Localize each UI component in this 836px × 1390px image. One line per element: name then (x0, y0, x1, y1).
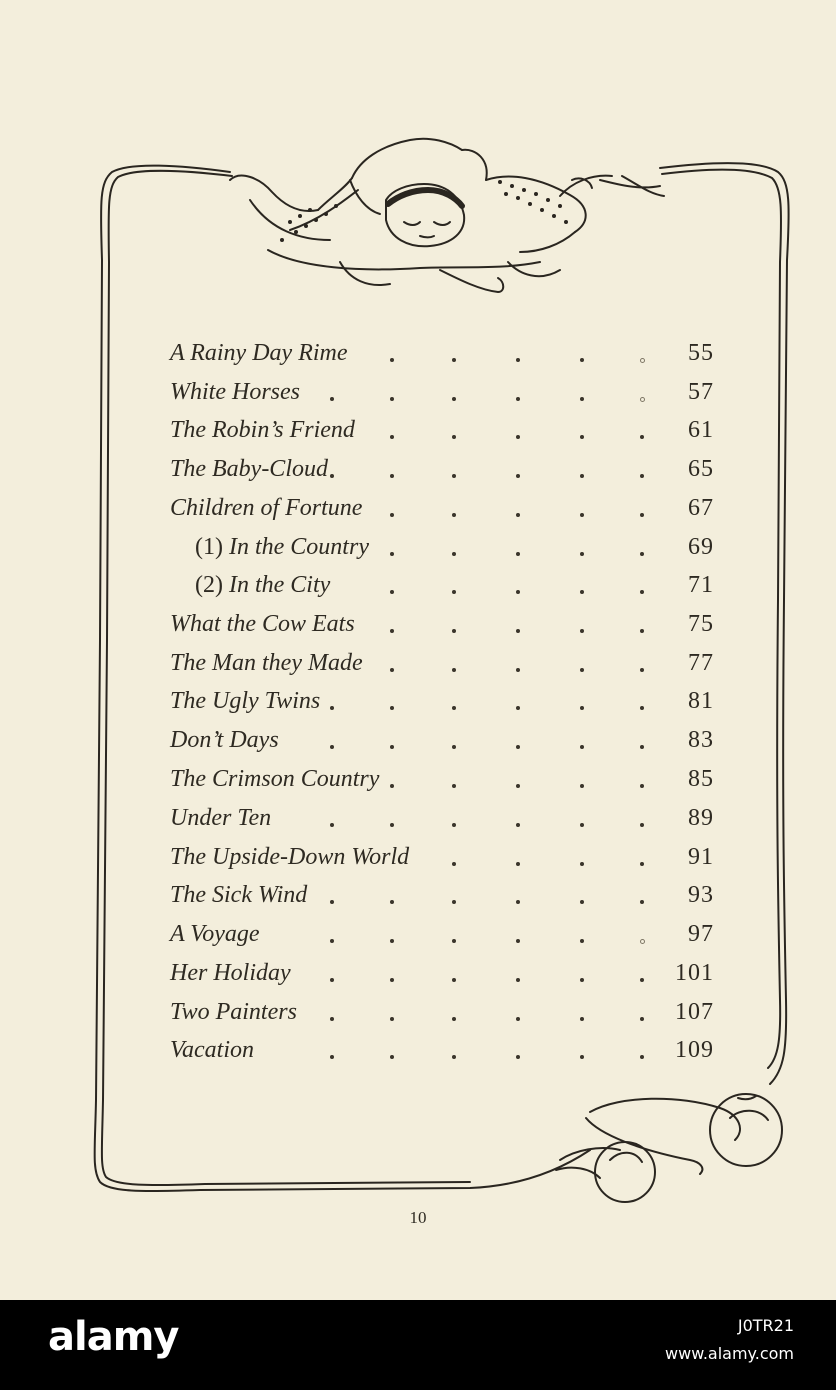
toc-entry-page: 107 (675, 999, 714, 1025)
leader-dot (452, 358, 456, 362)
leader-dot (640, 358, 645, 363)
leader-dot (452, 397, 456, 401)
leader-dot (452, 629, 456, 633)
toc-entry-title: The Robin’s Friend (170, 417, 355, 443)
toc-entry (0, 377, 836, 413)
leader-dot (640, 1017, 644, 1021)
toc-entry-title: A Rainy Day Rime (170, 340, 348, 366)
leader-dot (330, 939, 334, 943)
leader-dot (330, 397, 334, 401)
leader-dot (640, 706, 644, 710)
leader-dot (640, 823, 644, 827)
leader-dot (452, 939, 456, 943)
leader-dot (640, 978, 644, 982)
leader-dot (640, 629, 644, 633)
toc-entry (0, 454, 836, 490)
leader-dot (580, 784, 584, 788)
toc-entry-title: Children of Fortune (170, 495, 363, 521)
leader-dot (516, 978, 520, 982)
toc-entry-title: Two Painters (170, 999, 297, 1025)
leader-dot (330, 706, 334, 710)
leader-dot (516, 435, 520, 439)
leader-dot (580, 900, 584, 904)
leader-dot (640, 668, 644, 672)
leader-dot (390, 784, 394, 788)
leader-dot (580, 745, 584, 749)
leader-dot (516, 358, 520, 362)
leader-dot (580, 358, 584, 362)
toc-entry-title: The Man they Made (170, 650, 363, 676)
toc-entry (0, 764, 836, 800)
toc-entry (0, 725, 836, 761)
leader-dot (640, 590, 644, 594)
toc-entry-title: The Ugly Twins (170, 688, 321, 714)
toc-entry-page: 109 (675, 1037, 714, 1063)
toc-entry-title: Don’t Days (170, 727, 279, 753)
leader-dot (452, 435, 456, 439)
leader-dot (390, 1055, 394, 1059)
toc-entry-page: 89 (688, 805, 714, 831)
leader-dot (452, 668, 456, 672)
leader-dot (452, 1017, 456, 1021)
toc-entry-page: 85 (688, 766, 714, 792)
toc-entry-title: The Baby-Cloud (170, 456, 328, 482)
leader-dot (330, 823, 334, 827)
toc-entry (0, 415, 836, 451)
leader-dot (516, 784, 520, 788)
leader-dot (580, 978, 584, 982)
leader-dot (516, 900, 520, 904)
leader-dot (390, 706, 394, 710)
leader-dot (640, 900, 644, 904)
toc-entry-title: Her Holiday (170, 960, 291, 986)
leader-dot (580, 629, 584, 633)
leader-dot (330, 1055, 334, 1059)
leader-dot (390, 939, 394, 943)
toc-entry-title: White Horses (170, 379, 300, 405)
toc-entry-number: (2) (195, 572, 223, 598)
toc-entry (0, 648, 836, 684)
leader-dot (580, 668, 584, 672)
leader-dot (516, 1055, 520, 1059)
brand-logo: alamy (48, 1314, 179, 1360)
leader-dot (390, 978, 394, 982)
toc-entry-title: The Upside-Down World (170, 844, 410, 870)
toc-entry-title: Vacation (170, 1037, 254, 1063)
leader-dot (580, 474, 584, 478)
leader-dot (640, 397, 645, 402)
leader-dot (516, 862, 520, 866)
leader-dot (516, 474, 520, 478)
toc-entry-page: 77 (688, 650, 714, 676)
toc-entry (0, 842, 836, 878)
toc-entry-page: 83 (688, 727, 714, 753)
leader-dot (580, 862, 584, 866)
toc-entry-title: What the Cow Eats (170, 611, 355, 637)
leader-dot (452, 513, 456, 517)
leader-dot (640, 513, 644, 517)
leader-dot (452, 1055, 456, 1059)
toc-entry (0, 532, 836, 568)
toc-entry-title (195, 572, 330, 599)
leader-dot (330, 745, 334, 749)
toc-entry (0, 570, 836, 606)
leader-dot (640, 474, 644, 478)
leader-dot (516, 939, 520, 943)
toc-entry (0, 803, 836, 839)
leader-dot (516, 629, 520, 633)
leader-dot (390, 900, 394, 904)
leader-dot (640, 862, 644, 866)
leader-dot (452, 706, 456, 710)
toc-entry-page: 65 (688, 456, 714, 482)
leader-dot (452, 590, 456, 594)
toc-entry-title: A Voyage (170, 921, 260, 947)
toc-entry (0, 338, 836, 374)
leader-dot (390, 590, 394, 594)
leader-dot (640, 745, 644, 749)
leader-dot (452, 474, 456, 478)
toc-entry (0, 493, 836, 529)
leader-dot (390, 358, 394, 362)
leader-dot (640, 552, 644, 556)
toc-entry-title: Under Ten (170, 805, 272, 831)
leader-dot (390, 435, 394, 439)
leader-dot (390, 513, 394, 517)
toc-entry-page: 101 (675, 960, 714, 986)
leader-dot (452, 784, 456, 788)
leader-dot (390, 668, 394, 672)
leader-dot (330, 1017, 334, 1021)
toc-entry-title: The Sick Wind (170, 882, 308, 908)
leader-dot (580, 590, 584, 594)
leader-dot (330, 900, 334, 904)
toc-entry-title-text: In the City (228, 572, 331, 598)
toc-entry-page: 61 (688, 417, 714, 443)
leader-dot (580, 513, 584, 517)
toc-entry-title (195, 534, 369, 561)
leader-dot (516, 590, 520, 594)
toc-entry-page: 67 (688, 495, 714, 521)
toc-entry-page: 55 (688, 340, 714, 366)
leader-dot (516, 668, 520, 672)
toc-entry-page: 71 (688, 572, 714, 598)
stock-footer (0, 1300, 836, 1390)
leader-dot (516, 513, 520, 517)
leader-dot (580, 706, 584, 710)
leader-dot (580, 397, 584, 401)
leader-dot (390, 474, 394, 478)
leader-dot (330, 474, 334, 478)
leader-dot (516, 823, 520, 827)
toc-entry (0, 919, 836, 955)
toc-entry-page: 69 (688, 534, 714, 560)
toc-entry-title: The Crimson Country (170, 766, 380, 792)
toc-entry (0, 880, 836, 916)
leader-dot (640, 784, 644, 788)
leader-dot (452, 745, 456, 749)
leader-dot (580, 552, 584, 556)
leader-dot (390, 552, 394, 556)
leader-dot (516, 745, 520, 749)
leader-dot (580, 1055, 584, 1059)
toc-entry-number: (1) (195, 534, 223, 560)
leader-dot (580, 1017, 584, 1021)
leader-dot (330, 978, 334, 982)
leader-dot (640, 435, 644, 439)
toc-entry (0, 686, 836, 722)
leader-dot (390, 745, 394, 749)
toc-entry (0, 958, 836, 994)
site-url: www.alamy.com (665, 1344, 794, 1363)
leader-dot (452, 862, 456, 866)
page-number: 10 (409, 1208, 427, 1227)
leader-dot (516, 1017, 520, 1021)
leader-dot (516, 706, 520, 710)
toc-entry-title-text: In the Country (228, 534, 369, 560)
leader-dot (640, 939, 645, 944)
image-id-label: J0TR21 (737, 1316, 794, 1335)
leader-dot (390, 629, 394, 633)
leader-dot (580, 823, 584, 827)
leader-dot (580, 435, 584, 439)
leader-dot (452, 823, 456, 827)
leader-dot (390, 1017, 394, 1021)
leader-dot (390, 397, 394, 401)
toc-entry-page: 93 (688, 882, 714, 908)
leader-dot (516, 552, 520, 556)
leader-dot (580, 939, 584, 943)
leader-dot (640, 1055, 644, 1059)
toc-entry-page: 91 (688, 844, 714, 870)
toc-entry (0, 1035, 836, 1071)
toc-entry (0, 609, 836, 645)
leader-dot (452, 552, 456, 556)
leader-dot (452, 978, 456, 982)
toc-entry-page: 57 (688, 379, 714, 405)
leader-dot (390, 823, 394, 827)
leader-dot (516, 397, 520, 401)
toc-entry (0, 997, 836, 1033)
toc-entry-page: 97 (688, 921, 714, 947)
leader-dot (452, 900, 456, 904)
toc-entry-page: 81 (688, 688, 714, 714)
toc-entry-page: 75 (688, 611, 714, 637)
